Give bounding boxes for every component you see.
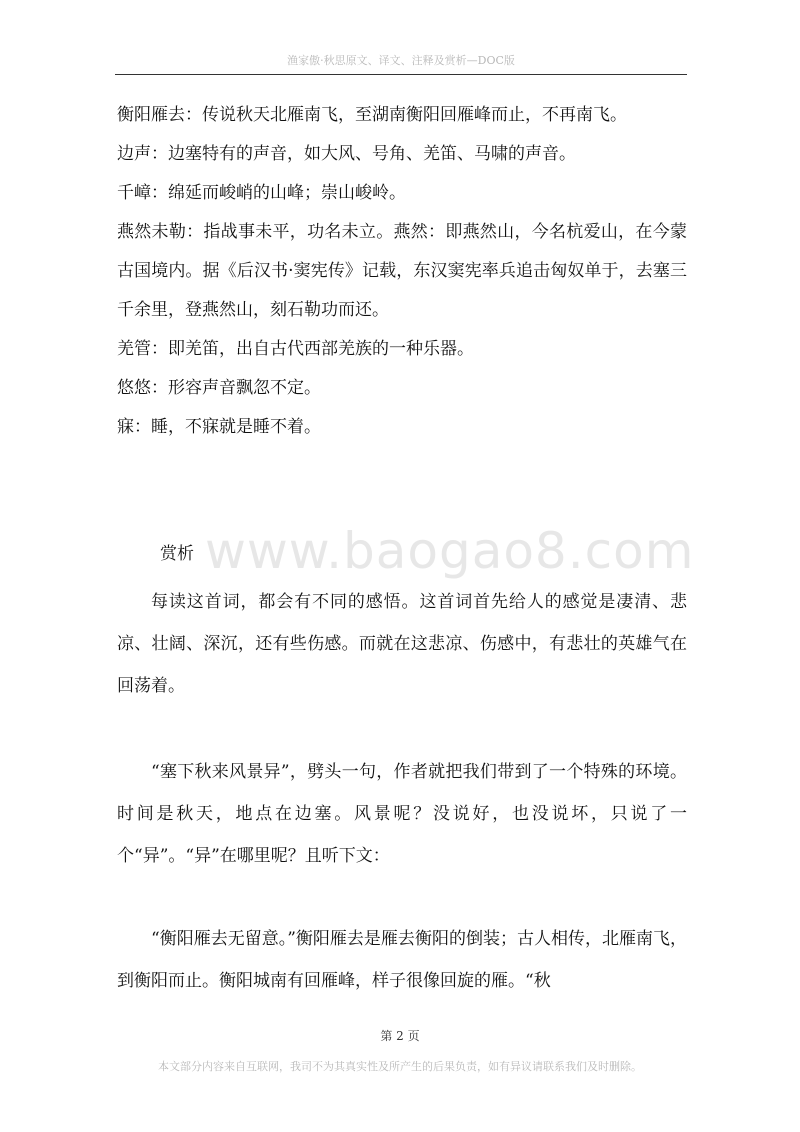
header-divider: [115, 74, 687, 75]
note-qianzhang: 千嶂：绵延而峻峭的山峰；崇山峻岭。: [117, 183, 406, 203]
note-biansheng: 边声：边塞特有的声音，如大风、号角、羌笛、马啸的声音。: [117, 144, 576, 164]
appreciation-title: 赏析: [160, 544, 194, 564]
note-qiangguan: 羌管：即羌笛，出自古代西部羌族的一种乐器。: [117, 339, 474, 359]
note-hengyang: 衡阳雁去：传说秋天北雁南飞，至湖南衡阳回雁峰而止，不再南飞。: [117, 105, 627, 125]
page-header: 渔家傲·秋思原文、译文、注释及赏析—DOC版: [287, 54, 515, 67]
appreciation-paragraph: 每读这首词，都会有不同的感悟。这首词首先给人的感觉是凄清、悲凉、壮阔、深沉，还有些伤感。而就在这悲凉、伤感中，有悲壮的英雄气在回荡着。: [117, 592, 687, 696]
note-yanran: 燕然未勒：指战事未平，功名未立。燕然：即燕然山，今名杭爱山，在今蒙古国境内。据《后汉书·窦宪传》记载，东汉窦宪率兵追击匈奴单于，去塞三千余里，登燕然山，刻石勒功而还。: [117, 222, 687, 320]
note-youyou: 悠悠：形容声音飘忽不定。: [117, 378, 321, 398]
page-number: 第 2 页: [380, 1029, 420, 1043]
note-mei: 寐：睡，不寐就是睡不着。: [117, 417, 321, 437]
appreciation-paragraph: “塞下秋来风景异”，劈头一句，作者就把我们带到了一个特殊的环境。时间是秋天，地点在边塞。风景呢？没说好，也没说坏，只说了一个“异”。“异”在哪里呢？且听下文：: [117, 762, 687, 866]
appreciation-paragraph: “衡阳雁去无留意。”衡阳雁去是雁去衡阳的倒装；古人相传，北雁南飞，到衡阳而止。衡阳城南有回雁峰，样子很像回旋的雁。“秋: [117, 929, 687, 991]
watermark: www.baogao8.com: [205, 522, 695, 580]
notes-section: [117, 96, 687, 447]
page-footer: 本文部分内容来自互联网，我司不为其真实性及所产生的后果负责，如有异议请联系我们及时删除。: [158, 1060, 642, 1073]
